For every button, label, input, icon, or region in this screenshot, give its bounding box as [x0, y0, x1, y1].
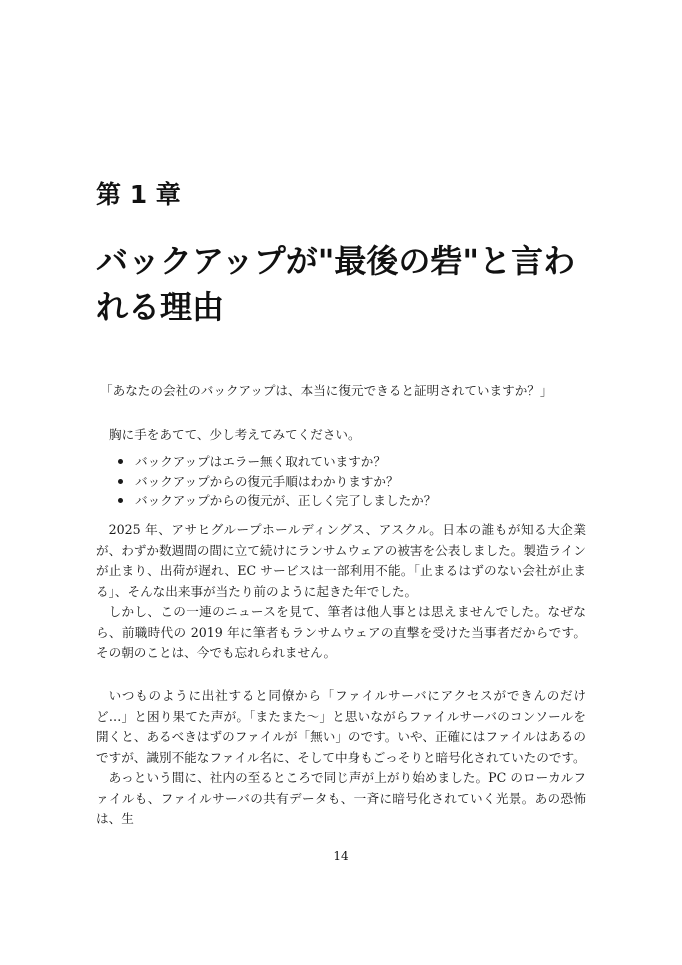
list-item — [108, 452, 436, 472]
body-section-2 — [96, 686, 586, 830]
page-number: 14 — [333, 849, 349, 863]
list-item — [108, 472, 436, 492]
list-item-text: バックアップはエラー無く取れていますか？ — [135, 454, 386, 469]
list-item-text: バックアップからの復元が、正しく完了しましたか？ — [135, 493, 437, 508]
paragraph: あっという間に、社内の至るところで同じ声が上がり始めました。PC のローカルファイルも、ファイルサーバの共有データも、一斉に暗号化されていく光景。あの恐怖は、生 — [96, 770, 586, 826]
list-item — [108, 491, 436, 511]
bullet-icon — [118, 498, 123, 503]
intro-text: 胸に手をあてて、少し考えてみてください。 — [109, 427, 361, 442]
list-item-text: バックアップからの復元手順はわかりますか？ — [135, 473, 399, 489]
paragraph: 2025 年、アサヒグループホールディングス、アスクル。日本の誰もが知る大企業が、わずか数週間の間に立て続けにランサムウェアの被害を公表しました。製造ラインが止まり、出荷が遅れ、EC サービスは一部利用不能。「止まるはずのない会社が止まる」、そんな出来事が当たり前のように起きた年でした。 — [96, 522, 586, 599]
bullet-icon — [118, 479, 123, 484]
paragraph: しかし、この一連のニュースを見て、筆者は他人事とは思えませんでした。なぜなら、前職時代の 2019 年に筆者もランサムウェアの直撃を受けた当事者だからです。その朝のことは、今でも忘れられません。 — [96, 604, 586, 660]
chapter-label: 第 1 章 — [96, 180, 181, 209]
chapter-title: バックアップが"最後の砦"と言われる理由 — [96, 242, 576, 326]
bullet-icon — [118, 459, 123, 464]
paragraph: いつものように出社すると同僚から「ファイルサーバにアクセスができんのだけど…」と困り果てた声が。「またまた～」と思いながらファイルサーバのコンソールを開くと、あるべきはずのファイルが「無い」のです。いや、正確にはファイルはあるのですが、識別不能なファイル名に、そして中身もごっそりと暗号化されていたのです。 — [96, 688, 586, 765]
question-list — [108, 452, 436, 511]
lead-quote: 「あなたの会社のバックアップは、本当に復元できると証明されていますか？」 — [100, 383, 553, 398]
body-section-1 — [96, 520, 586, 664]
